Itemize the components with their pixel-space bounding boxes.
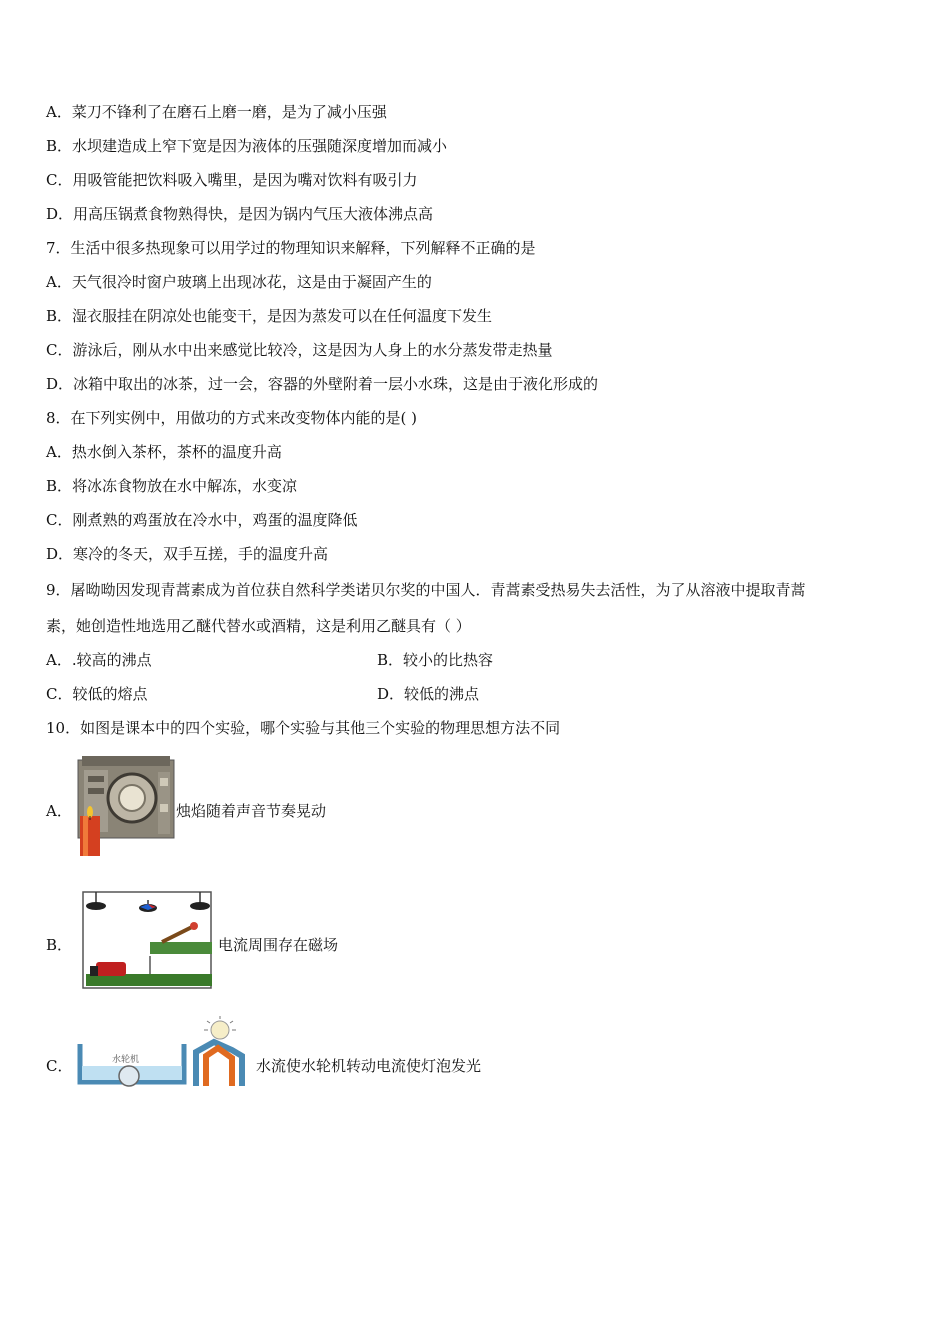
speaker-candle-figure (74, 752, 176, 860)
q10-option-b-label: B． (46, 936, 73, 954)
q10-option-c-caption: 水流使水轮机转动电流使灯泡发光 (256, 1057, 482, 1075)
q9-stem-line2: 素，她创造性地选用乙醚代替水或酒精，这是利用乙醚具有（ ） (46, 617, 471, 635)
q8-option-d: D．寒冷的冬天，双手互搓，手的温度升高 (46, 545, 329, 563)
turbine-label: 水轮机 (112, 1055, 140, 1065)
q9-stem-line1: 9．屠呦呦因发现青蒿素成为首位获自然科学类诺贝尔奖的中国人．青蒿素受热易失去活性，为了从溶液中提取青蒿 (46, 581, 806, 599)
q7-option-b: B．湿衣服挂在阴凉处也能变干，是因为蒸发可以在任何温度下发生 (46, 307, 493, 325)
q6-option-b: B．水坝建造成上窄下宽是因为液体的压强随深度增加而减小 (46, 137, 448, 155)
q8-option-b: B．将冰冻食物放在水中解冻，水变凉 (46, 477, 298, 495)
q7-option-d: D．冰箱中取出的冰茶，过一会，容器的外壁附着一层小水珠，这是由于液化形成的 (46, 375, 599, 393)
q10-option-a-caption: 烛焰随着声音节奏晃动 (176, 802, 327, 820)
q10-option-a-label: A． (46, 802, 72, 820)
q7-stem: 7．生活中很多热现象可以用学过的物理知识来解释，下列解释不正确的是 (46, 239, 536, 257)
q10-option-c-label: C． (46, 1057, 73, 1075)
q7-option-a: A．天气很冷时窗户玻璃上出现冰花，这是由于凝固产生的 (46, 273, 432, 291)
water-turbine-figure (74, 1016, 254, 1092)
q6-option-d: D．用高压锅煮食物熟得快，是因为锅内气压大液体沸点高 (46, 205, 434, 223)
q10-option-b-caption: 电流周围存在磁场 (218, 936, 339, 954)
q6-option-a: A．菜刀不锋利了在磨石上磨一磨，是为了减小压强 (46, 103, 387, 121)
q9-option-a: A．.较高的沸点 (46, 651, 152, 669)
q7-option-c: C．游泳后，刚从水中出来感觉比较冷，这是因为人身上的水分蒸发带走热量 (46, 341, 553, 359)
q10-stem: 10．如图是课本中的四个实验，哪个实验与其他三个实验的物理思想方法不同 (46, 719, 561, 737)
q9-option-c: C．较低的熔点 (46, 685, 148, 703)
q9-option-d: D．较低的沸点 (377, 685, 480, 703)
q9-option-b: B．较小的比热容 (377, 651, 494, 669)
q8-stem: 8．在下列实例中，用做功的方式来改变物体内能的是( ) (46, 409, 418, 427)
q8-option-a: A．热水倒入茶杯，茶杯的温度升高 (46, 443, 282, 461)
current-magnet-figure (78, 886, 216, 992)
q8-option-c: C．刚煮熟的鸡蛋放在冷水中，鸡蛋的温度降低 (46, 511, 358, 529)
q6-option-c: C．用吸管能把饮料吸入嘴里，是因为嘴对饮料有吸引力 (46, 171, 418, 189)
